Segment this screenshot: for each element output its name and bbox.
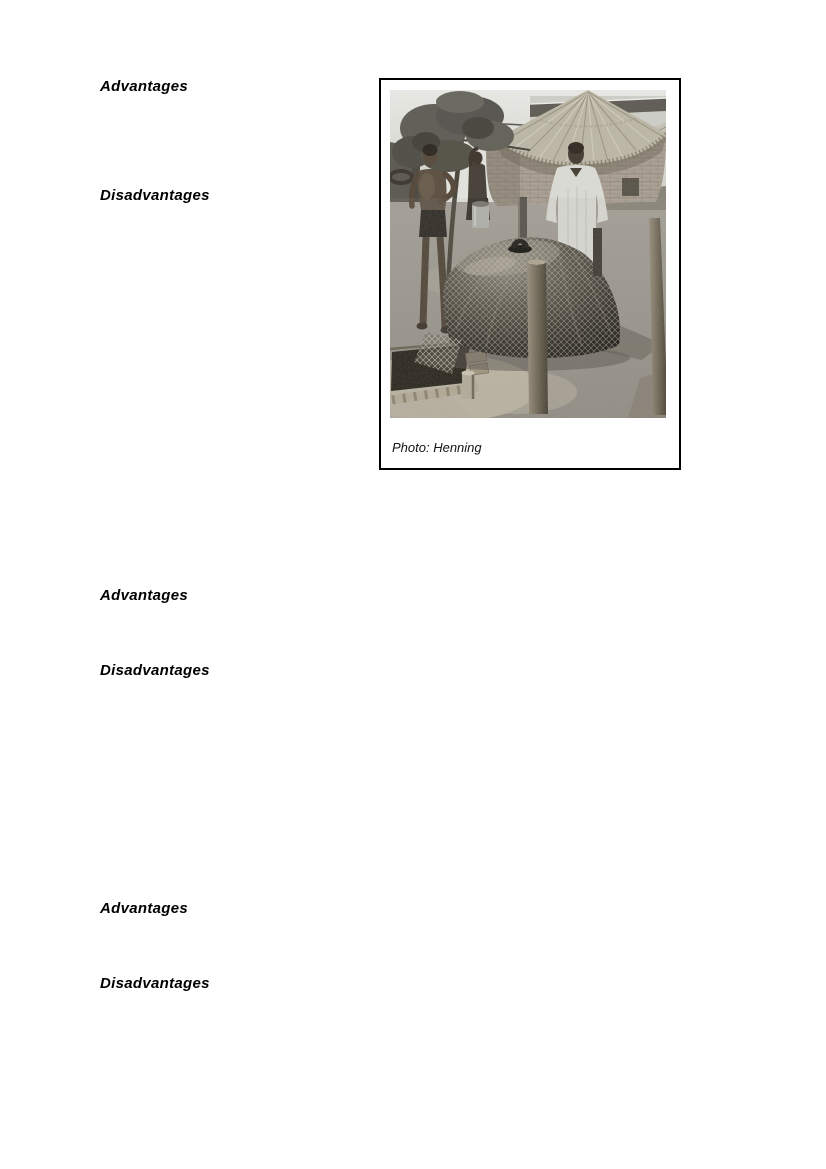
heading-disadvantages-2: Disadvantages [100,662,210,679]
photo-caption: Photo: Henning [392,440,482,455]
photo-illustration [390,90,666,418]
heading-disadvantages-1: Disadvantages [100,187,210,204]
heading-advantages-3: Advantages [100,900,189,917]
heading-disadvantages-3: Disadvantages [100,975,210,992]
photo-biogas-digester [390,90,666,418]
heading-advantages-2: Advantages [100,587,189,604]
photo-figure [379,78,681,470]
heading-advantages-1: Advantages [100,78,189,95]
